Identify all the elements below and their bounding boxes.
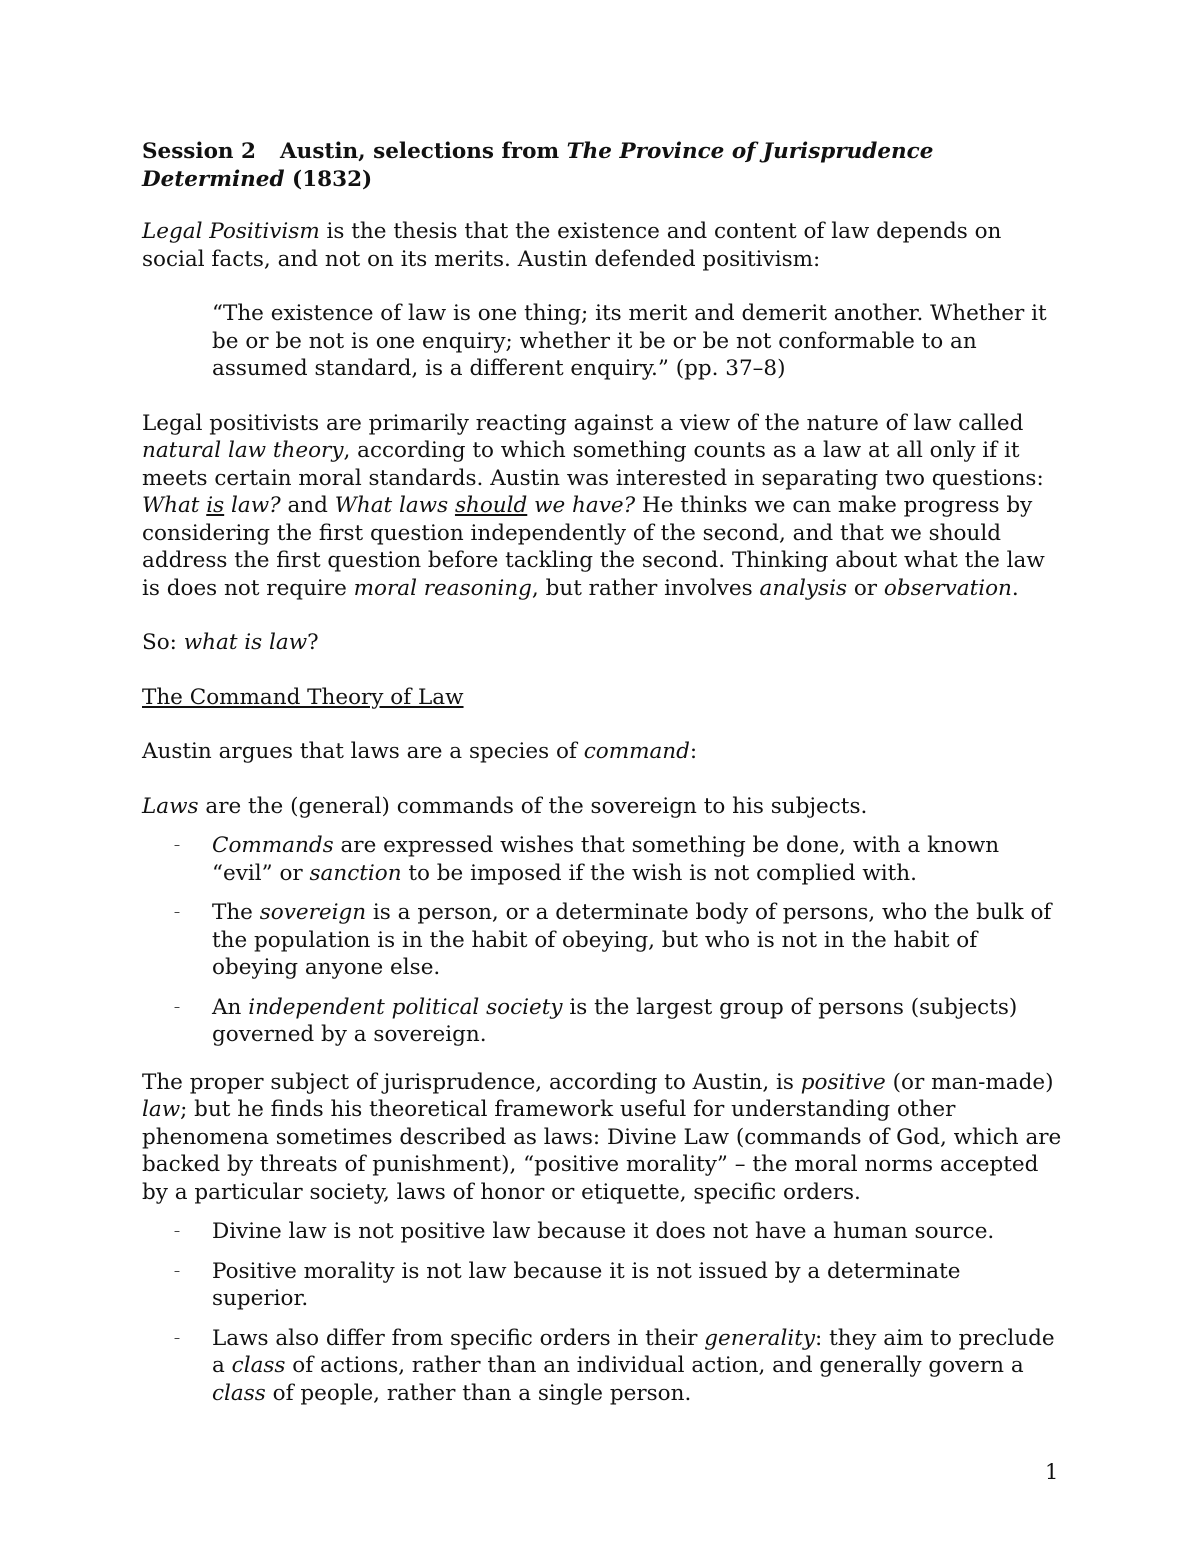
- title-year: (1832): [284, 166, 373, 192]
- list-item: [142, 1258, 1062, 1313]
- command-intro: [142, 738, 1062, 766]
- term-positive: positive: [800, 1069, 886, 1095]
- list-item: [142, 832, 1062, 887]
- text: ?: [307, 630, 319, 655]
- session-heading: [142, 138, 1062, 193]
- term-command: command: [583, 739, 690, 764]
- section-title: The Command Theory of Law: [142, 684, 464, 710]
- term-generality: generality: [704, 1325, 815, 1351]
- bullet-dash: –: [174, 1330, 180, 1345]
- text: , according to which something counts as a law at all only if it meets certain moral standards. Austin was interested in separating two questions:: [142, 438, 1044, 491]
- text: (or man-made): [885, 1069, 1054, 1095]
- distinctions-list: [142, 1218, 1062, 1407]
- emphasis-should: should: [454, 493, 528, 518]
- text: are the (general) commands of the sovereign to his subjects.: [198, 793, 868, 819]
- text: What: [142, 493, 207, 518]
- text: we have?: [527, 493, 636, 518]
- bullet-dash: –: [174, 999, 180, 1014]
- text: is a person, or a determinate body of persons, who the bulk of the population is in the habit of obeying, but who is not in the habit of obeying anyone else.: [212, 900, 1052, 980]
- intro-paragraph: [142, 218, 1062, 273]
- text: The proper subject of jurisprudence, according to Austin, is: [142, 1069, 801, 1095]
- term-moral-reasoning: moral reasoning: [353, 575, 532, 601]
- text: to be imposed if the wish is not complied with.: [401, 860, 917, 886]
- laws-definition: [142, 793, 1062, 821]
- text: What laws: [334, 493, 455, 518]
- text: He thinks we can make progress by considering the first question independently of the second, and that we should address the first question before tackling the second. Thinking about what the law is does not require: [142, 493, 1045, 601]
- list-item: [142, 994, 1062, 1049]
- list-item: [142, 1325, 1062, 1408]
- term-independent-political-society: independent political society: [248, 994, 563, 1020]
- term-sanction: sanction: [309, 860, 402, 886]
- term-law: law: [142, 1097, 181, 1122]
- austin-quote: “The existence of law is one thing; its merit and demerit another. Whether it be or be not is one enquiry; whether it be or be not conformable to an assumed standard, is a different enquiry.” (pp. 37–8): [212, 301, 1047, 381]
- session-label: Session 2: [142, 139, 256, 164]
- title-prefix: Austin, selections from: [280, 139, 567, 164]
- jurisprudence-paragraph: [142, 1069, 1062, 1207]
- bullet-dash: –: [174, 1263, 180, 1278]
- text: is the largest group of persons (subjects) governed by a sovereign.: [212, 994, 1018, 1047]
- page-number: 1: [1045, 1460, 1059, 1484]
- text: : they aim to preclude a: [212, 1325, 1055, 1378]
- bullet-dash: –: [174, 838, 180, 852]
- text: An: [212, 994, 249, 1020]
- command-theory-list: [142, 832, 1062, 1049]
- term-sovereign: sovereign: [259, 900, 367, 925]
- question-what-is-law: [142, 493, 281, 518]
- term-observation: observation: [883, 575, 1012, 601]
- term-natural-law-theory: natural law theory: [142, 438, 344, 463]
- bullet-dash: –: [174, 1224, 180, 1238]
- text: or: [846, 575, 884, 601]
- emphasis-is: is: [206, 493, 225, 518]
- list-item: [142, 899, 1062, 982]
- so-line: [142, 629, 1062, 657]
- natural-law-paragraph: [142, 410, 1062, 603]
- book-title: The Province of Jurisprudence Determined: [142, 139, 934, 192]
- text: The: [212, 900, 260, 925]
- bullet-dash: –: [174, 905, 180, 919]
- term-analysis: analysis: [759, 575, 847, 601]
- term-class: class: [212, 1380, 266, 1406]
- text: Austin argues that laws are a species of: [142, 739, 584, 764]
- text: So:: [142, 630, 184, 655]
- intro-text: is the thesis that the existence and content of law depends on social facts, and not on its merits. Austin defended positivism:: [142, 219, 1002, 272]
- list-item: [142, 1218, 1062, 1246]
- term-laws: Laws: [142, 793, 199, 819]
- text: , but rather involves: [531, 575, 760, 601]
- document-page: [142, 138, 1062, 1427]
- text: Positive morality is not law because it is not issued by a determinate superior.: [212, 1258, 961, 1311]
- text: Laws also differ from specific orders in their: [212, 1325, 705, 1351]
- text: and: [280, 493, 335, 518]
- text: Legal positivists are primarily reacting against a view of the nature of law called: [142, 410, 1024, 436]
- text: Divine law is not positive law because it does not have a human source.: [212, 1219, 995, 1244]
- text: are expressed wishes that something be done, with a known “evil” or: [212, 833, 1000, 886]
- text: of actions, rather than an individual action, and generally govern a: [285, 1353, 1024, 1378]
- term-legal-positivism: Legal Positivism: [142, 219, 320, 244]
- text: ; but he finds his theoretical framework useful for understanding other phenomena sometimes described as laws: Divine Law (commands of God, which are backed by threats of punishment), “positive morality” – the moral norms accepted by a particular society, laws of honor or etiquette, specific orders.: [142, 1097, 1062, 1205]
- question-what-laws-should: [335, 493, 635, 518]
- term-commands: Commands: [212, 833, 334, 858]
- text: .: [1011, 575, 1019, 601]
- term-class: class: [231, 1353, 286, 1378]
- term-what-is-law: what is law: [183, 630, 308, 655]
- text: :: [689, 739, 698, 764]
- text: of people, rather than a single person.: [265, 1380, 692, 1406]
- text: law?: [224, 493, 281, 518]
